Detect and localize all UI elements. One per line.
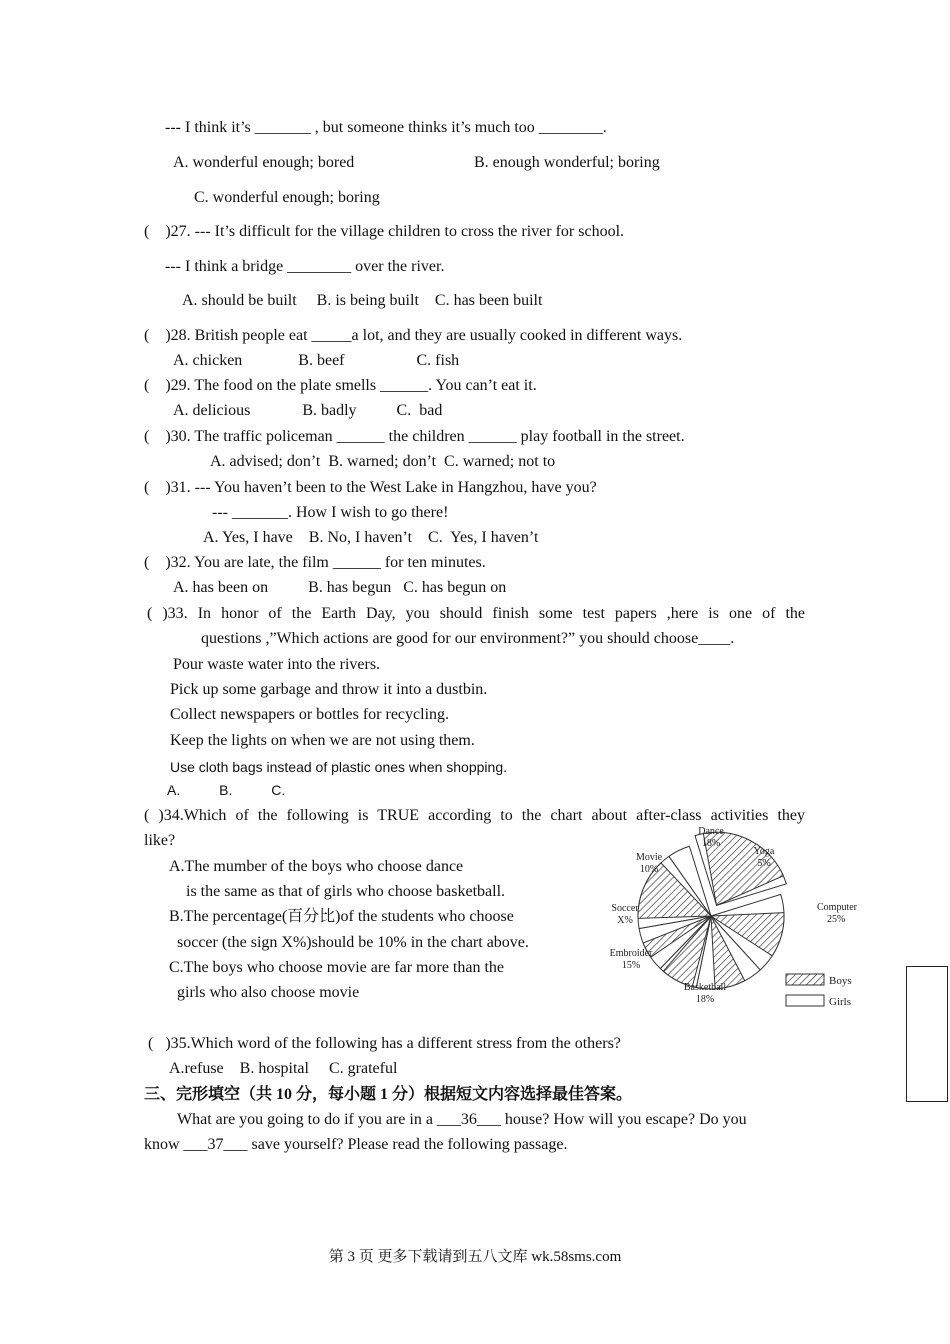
q26-option-c: C. wonderful enough; boring	[194, 189, 380, 206]
q34-option-b-cont: soccer (the sign X%)should be 10% in the chart above.	[177, 934, 529, 951]
q30-stem: ( )30. The traffic policeman ______ the children ______ play football in the street.	[144, 428, 685, 445]
q33-stem-b: questions ,”Which actions are good for our environment?” you should choose____.	[201, 630, 735, 647]
activities-pie-chart	[598, 826, 868, 1012]
pie-value-embroider: 15%	[621, 960, 641, 971]
legend-label-boys: Boys	[829, 975, 852, 987]
q26-option-b: B. enough wonderful; boring	[474, 154, 660, 171]
pie-value-yoga: 5%	[757, 858, 771, 869]
q33-item-1: Pour waste water into the rivers.	[173, 656, 381, 673]
q34-option-a: A.The mumber of the boys who choose dance	[169, 858, 464, 875]
q35-stem: ( )35.Which word of the following has a different stress from the others?	[148, 1035, 621, 1052]
q27-stem-b: --- I think a bridge ________ over the river.	[165, 258, 445, 275]
q34-stem: ( )34.Which of the following is TRUE according to the chart about after-class activities they	[144, 807, 805, 824]
q28-stem: ( )28. British people eat _____a lot, and they are usually cooked in different ways.	[144, 327, 683, 344]
section-3-heading: 三、完形填空（共 10 分，每小题 1 分）根据短文内容选择最佳答案。	[144, 1086, 633, 1103]
pie-label-dance: Dance	[698, 826, 724, 837]
pie-value-soccer: X%	[617, 915, 633, 926]
q34-option-c-cont: girls who also choose movie	[177, 984, 360, 1001]
q32-options: A. has been on B. has begun C. has begun on	[173, 579, 507, 596]
q33-options: A. B. C.	[167, 782, 286, 798]
q33-item-2: Pick up some garbage and throw it into a dustbin.	[170, 681, 488, 698]
q33-item-3: Collect newspapers or bottles for recycling.	[170, 706, 450, 723]
q31-stem: ( )31. --- You haven’t been to the West Lake in Hangzhou, have you?	[144, 479, 597, 496]
q33-item-4: Keep the lights on when we are not using them.	[170, 732, 475, 749]
q33-item-5: Use cloth bags instead of plastic ones when shopping.	[170, 759, 507, 775]
pie-label-computer: Computer	[817, 902, 857, 913]
q29-options: A. delicious B. badly C. bad	[173, 402, 443, 419]
q27-stem: ( )27. --- It’s difficult for the village children to cross the river for school.	[144, 223, 625, 240]
q34-option-b: B.The percentage(百分比)of the students who choose	[169, 908, 514, 925]
pie-label-yoga: Yoga	[753, 846, 775, 857]
q27-options: A. should be built B. is being built C. has been built	[182, 292, 543, 309]
q32-stem: ( )32. You are late, the film ______ for ten minutes.	[144, 554, 486, 571]
q34-stem-b: like?	[144, 832, 176, 849]
q33-stem: ( )33. In honor of the Earth Day, you should finish some test papers ,here is one of the	[147, 605, 805, 622]
q31-stem-b: --- _______. How I wish to go there!	[212, 504, 449, 521]
pie-label-embroider: Embroider	[609, 948, 653, 959]
page-footer: 第 3 页 更多下载请到五八文库 wk.58sms.com	[328, 1249, 622, 1265]
pie-value-computer: 25%	[827, 914, 846, 925]
passage-line-1: What are you going to do if you are in a ___36___ house? How will you escape? Do you	[177, 1111, 747, 1128]
legend-label-girls: Girls	[829, 996, 851, 1008]
pie-value-dance: 18%	[701, 838, 721, 849]
q35-options: A.refuse B. hospital C. grateful	[169, 1060, 398, 1077]
pie-value-movie: 10%	[639, 864, 659, 875]
q34-option-a-cont: is the same as that of girls who choose basketball.	[186, 883, 506, 900]
passage-line-2: know ___37___ save yourself? Please read the following passage.	[144, 1136, 568, 1153]
legend-swatch-girls	[786, 995, 824, 1006]
q26-option-a: A. wonderful enough; bored	[173, 154, 355, 171]
q26-line-b: --- I think it’s _______ , but someone thinks it’s much too ________.	[165, 119, 607, 136]
pie-label-basketball: Basketball	[683, 982, 727, 993]
q30-options: A. advised; don’t B. warned; don’t C. warned; not to	[210, 453, 556, 470]
q31-options: A. Yes, I have B. No, I haven’t C. Yes, I haven’t	[203, 529, 539, 546]
pie-label-soccer: Soccer	[611, 903, 639, 914]
q29-stem: ( )29. The food on the plate smells ______. You can’t eat it.	[144, 377, 537, 394]
legend-swatch-boys	[786, 974, 824, 985]
q34-option-c: C.The boys who choose movie are far more than the	[169, 959, 505, 976]
margin-box	[906, 966, 948, 1102]
q28-options: A. chicken B. beef C. fish	[173, 352, 460, 369]
pie-label-movie: Movie	[635, 852, 663, 863]
pie-value-basketball: 18%	[695, 994, 715, 1005]
